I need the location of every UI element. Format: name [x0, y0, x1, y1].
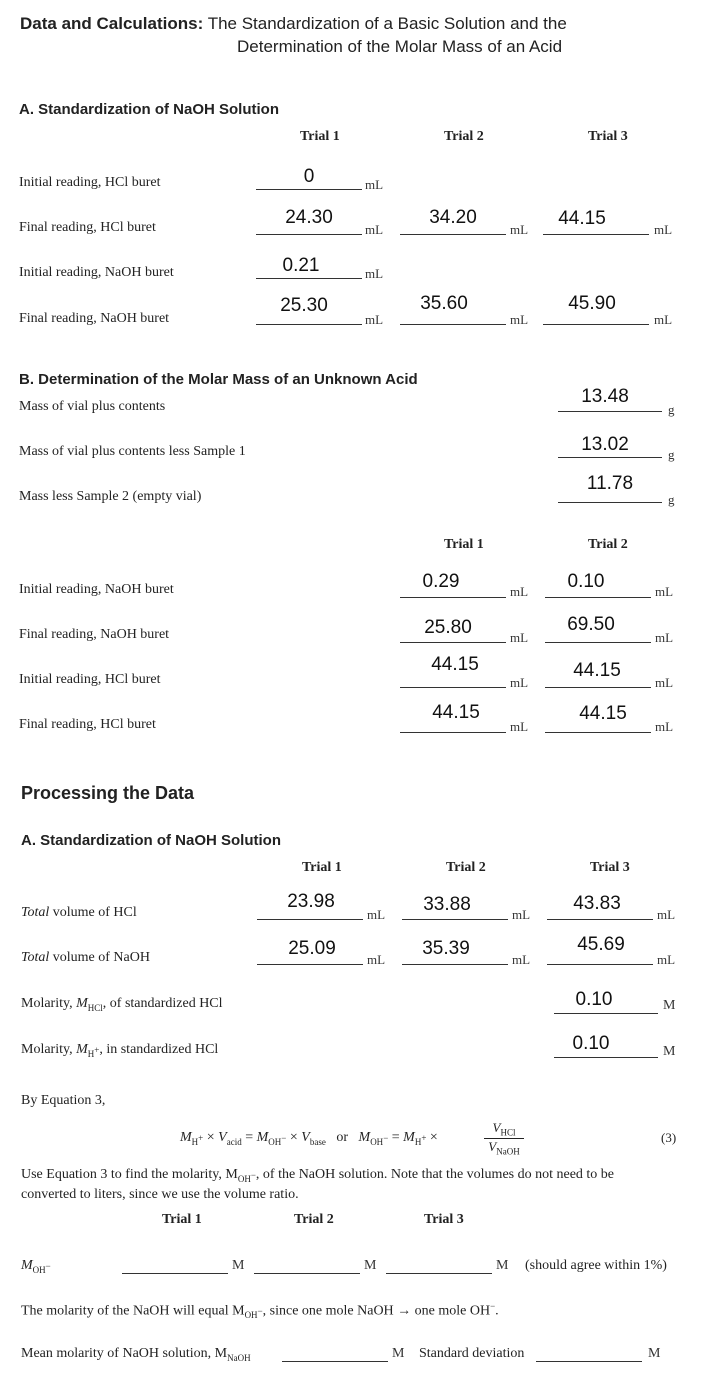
- value-cell: 45.69: [577, 934, 625, 955]
- b-trial-1-header: Trial 1: [444, 537, 484, 552]
- row-label: Initial reading, NaOH buret: [19, 582, 174, 597]
- value-cell: 23.98: [287, 891, 335, 912]
- value-cell: 0: [303, 166, 315, 187]
- mean-label: Mean molarity of NaOH solution, $M_{NaOH}$: [21, 1346, 251, 1363]
- value-cell: 69.50: [567, 614, 615, 635]
- unit-g: g: [668, 447, 675, 462]
- blank-line: [256, 189, 362, 190]
- blank-line: [256, 278, 362, 279]
- unit-ml: mL: [365, 266, 384, 281]
- value-cell: 0.10: [567, 571, 605, 592]
- value-cell: 44.15: [432, 702, 480, 723]
- mass-label: Mass of vial plus contents: [19, 399, 166, 414]
- section-a-heading: A. Standardization of NaOH Solution: [19, 101, 279, 118]
- blank-line: [543, 324, 649, 325]
- value-cell: 25.09: [288, 938, 336, 959]
- blank-line: [558, 457, 662, 458]
- p-trial-1-header: Trial 1: [302, 860, 342, 875]
- blank-line: [543, 234, 649, 235]
- page-title: [20, 14, 567, 34]
- value-cell: 44.15: [431, 654, 479, 675]
- unit-ml: mL: [510, 630, 529, 645]
- m-oh-trial3-blank: [386, 1273, 492, 1274]
- molarity-hcl-label: Molarity, $M_{HCl}$, of standardized HCl: [21, 996, 223, 1013]
- blank-line: [400, 642, 506, 643]
- blank-line: [554, 1057, 658, 1058]
- total-hcl-label: Total volume of HCl: [21, 905, 137, 920]
- row-label: Final reading, NaOH buret: [19, 627, 170, 642]
- unit-M: M: [648, 1346, 661, 1361]
- instruction-text: Use Equation 3 to find the molarity, $M_{OH^-}$, of the NaOH solution. Note that the volumes do not need to be: [21, 1167, 615, 1184]
- value-cell: 24.30: [285, 207, 333, 228]
- value-cell: 45.90: [568, 293, 616, 314]
- molarity-note: The molarity of the NaOH will equal $M_{OH^-}$, since one mole NaOH → one mole OH−.: [21, 1301, 499, 1321]
- molarity-hcl-value: 0.10: [575, 989, 613, 1010]
- blank-line: [558, 411, 662, 412]
- blank-line: [545, 642, 651, 643]
- row-label: Initial reading, HCl buret: [19, 175, 161, 190]
- unit-ml: mL: [510, 719, 529, 734]
- std-label: Standard deviation: [419, 1346, 525, 1361]
- unit-M: M: [232, 1258, 245, 1273]
- molarity-h-value: 0.10: [572, 1033, 610, 1054]
- title-line-2: Determination of the Molar Mass of an Acid: [237, 37, 563, 56]
- equation-3: $M_{H^+} \times V_{acid} = M_{OH^-} \times V_{base}$ or $M_{OH^-} = M_{H^+}$ ×: [180, 1130, 438, 1147]
- unit-ml: mL: [654, 222, 673, 237]
- unit-M: M: [496, 1258, 509, 1273]
- blank-line: [402, 919, 508, 920]
- blank-line: [545, 687, 651, 688]
- std-blank: [536, 1361, 642, 1362]
- unit-ml: mL: [510, 584, 529, 599]
- trial-1-header: Trial 1: [300, 129, 340, 144]
- blank-line: [400, 324, 506, 325]
- blank-line: [400, 732, 506, 733]
- total-naoh-label: Total volume of NaOH: [21, 950, 150, 965]
- section-b-heading: B. Determination of the Molar Mass of an Unknown Acid: [19, 371, 418, 388]
- unit-ml: mL: [657, 907, 676, 922]
- trials2-1: Trial 1: [162, 1212, 202, 1227]
- unit-ml: mL: [365, 222, 384, 237]
- blank-line: [400, 597, 506, 598]
- b-trial-2-header: Trial 2: [588, 537, 628, 552]
- value-cell: 0.21: [282, 255, 320, 276]
- agree-note: (should agree within 1%): [525, 1258, 667, 1273]
- blank-line: [257, 919, 363, 920]
- value-cell: 44.15: [579, 703, 627, 724]
- unit-ml: mL: [655, 719, 674, 734]
- molarity-h-label: Molarity, $M_{H^+}$, in standardized HCl: [21, 1042, 219, 1059]
- instruction-text-2: converted to liters, since we use the volume ratio.: [21, 1187, 299, 1202]
- unit-ml: mL: [512, 907, 531, 922]
- blank-line: [256, 324, 362, 325]
- blank-line: [547, 919, 653, 920]
- value-cell: 43.83: [573, 893, 621, 914]
- unit-ml: mL: [510, 312, 529, 327]
- title-line-1: The Standardization of a Basic Solution and the: [207, 14, 567, 33]
- value-cell: 34.20: [429, 207, 477, 228]
- trial-2-header: Trial 2: [444, 129, 484, 144]
- m-oh-trial1-blank: [122, 1273, 228, 1274]
- mass-value: 13.48: [581, 386, 629, 407]
- mass-label: Mass of vial plus contents less Sample 1: [19, 444, 246, 459]
- mean-blank: [282, 1361, 388, 1362]
- mass-label: Mass less Sample 2 (empty vial): [19, 489, 202, 504]
- trials2-2: Trial 2: [294, 1212, 334, 1227]
- unit-ml: mL: [655, 584, 674, 599]
- unit-ml: mL: [365, 177, 384, 192]
- row-label: Initial reading, HCl buret: [19, 672, 161, 687]
- m-oh-label: $M_{OH^-}$: [21, 1258, 51, 1275]
- m-oh-trial2-blank: [254, 1273, 360, 1274]
- unit-g: g: [668, 402, 675, 417]
- processing-heading: Processing the Data: [21, 783, 195, 803]
- blank-line: [558, 502, 662, 503]
- blank-line: [547, 964, 653, 965]
- value-cell: 44.15: [558, 208, 606, 229]
- p-trial-3-header: Trial 3: [590, 860, 630, 875]
- value-cell: 35.60: [420, 293, 468, 314]
- unit-g: g: [668, 492, 675, 507]
- processing-subheading: A. Standardization of NaOH Solution: [21, 832, 281, 849]
- blank-line: [554, 1013, 658, 1014]
- mass-value: 11.78: [586, 473, 634, 494]
- blank-line: [400, 234, 506, 235]
- value-cell: 35.39: [422, 938, 470, 959]
- title-bold: Data and Calculations:: [20, 14, 204, 33]
- unit-M: M: [663, 998, 676, 1013]
- unit-ml: mL: [657, 952, 676, 967]
- row-label: Final reading, HCl buret: [19, 717, 156, 732]
- mass-value: 13.02: [581, 434, 629, 455]
- blank-line: [545, 732, 651, 733]
- unit-M: M: [364, 1258, 377, 1273]
- blank-line: [257, 964, 363, 965]
- value-cell: 0.29: [422, 571, 460, 592]
- unit-ml: mL: [367, 952, 386, 967]
- by-equation-text: By Equation 3,: [21, 1093, 106, 1108]
- p-trial-2-header: Trial 2: [446, 860, 486, 875]
- row-label: Initial reading, NaOH buret: [19, 265, 174, 280]
- blank-line: [256, 234, 362, 235]
- value-cell: 33.88: [423, 894, 471, 915]
- volume-ratio: $V_{HCl}$ $V_{NaOH}$: [484, 1120, 524, 1156]
- unit-ml: mL: [655, 675, 674, 690]
- unit-ml: mL: [512, 952, 531, 967]
- trials2-3: Trial 3: [424, 1212, 464, 1227]
- unit-ml: mL: [654, 312, 673, 327]
- unit-ml: mL: [365, 312, 384, 327]
- unit-ml: mL: [655, 630, 674, 645]
- blank-line: [400, 687, 506, 688]
- unit-ml: mL: [510, 675, 529, 690]
- row-label: Final reading, NaOH buret: [19, 311, 170, 326]
- unit-M: M: [392, 1346, 405, 1361]
- unit-M: M: [663, 1044, 676, 1059]
- value-cell: 44.15: [573, 660, 621, 681]
- equation-number: (3): [661, 1130, 677, 1145]
- blank-line: [545, 597, 651, 598]
- value-cell: 25.80: [424, 617, 472, 638]
- row-label: Final reading, HCl buret: [19, 220, 156, 235]
- unit-ml: mL: [510, 222, 529, 237]
- blank-line: [402, 964, 508, 965]
- value-cell: 25.30: [280, 295, 328, 316]
- trial-3-header: Trial 3: [588, 129, 628, 144]
- unit-ml: mL: [367, 907, 386, 922]
